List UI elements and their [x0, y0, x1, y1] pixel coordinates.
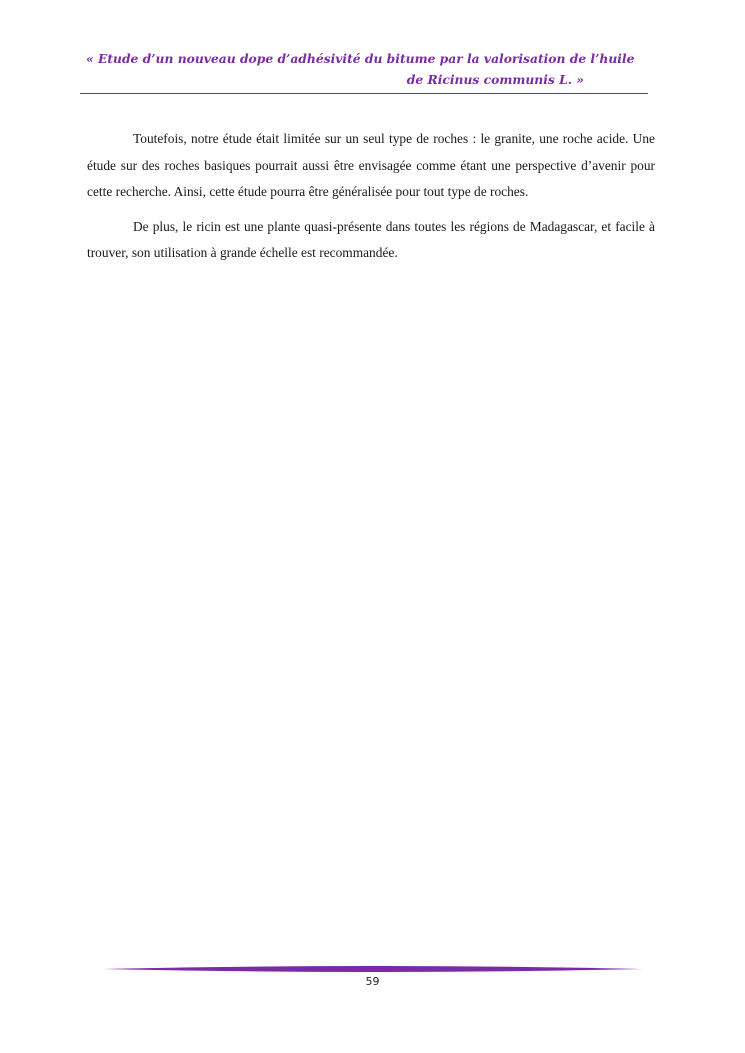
running-header	[86, 48, 635, 90]
body-text	[87, 126, 655, 275]
header-title-line-1: « Etude d’un nouveau dope d’adhésivité du bitume par la valorisation de l’huile	[86, 51, 635, 66]
paragraph-recommendation: De plus, le ricin est une plante quasi-présente dans toutes les régions de Madagascar, et facile à trouver, son utilisation à grande échelle est recommandée.	[87, 218, 655, 261]
header-title-line-2: de Ricinus communis L. »	[406, 72, 584, 87]
paragraph-limitation: Toutefois, notre étude était limitée sur un seul type de roches : le granite, une roche acide. Une étude sur des roches basiques pourrait aussi être envisagée comme étant une perspective d’avenir pour cette recherche. Ainsi, cette étude pourra être généralisée pour tout type de roches.	[87, 131, 655, 200]
header-divider	[80, 93, 648, 94]
footer-divider	[103, 964, 643, 974]
page-number: 59	[365, 975, 380, 988]
